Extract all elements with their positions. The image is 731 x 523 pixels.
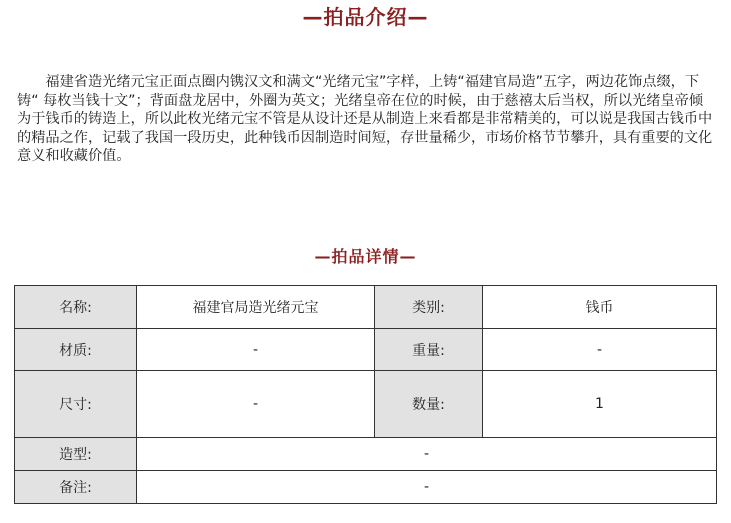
details-table	[14, 285, 717, 504]
quantity-value: 1	[483, 371, 717, 438]
material-label: 材质:	[15, 329, 137, 371]
shape-label: 造型:	[15, 438, 137, 471]
name-label: 名称:	[15, 286, 137, 329]
size-value: -	[137, 371, 375, 438]
weight-value: -	[483, 329, 717, 371]
quantity-label: 数量:	[375, 371, 483, 438]
table-row	[15, 371, 717, 438]
intro-paragraph: 福建省造光绪元宝正面点圈内镌汉文和满文“光绪元宝”字样，上铸“福建官局造”五字，两边花饰点缀，下铸“ 每枚当钱十文”；背面盘龙居中，外圈为英文；光绪皇帝在位的时候，由于慈禧太后当权，所以光绪皇帝倾为于钱币的铸造上，所以此枚光绪元宝不管是从设计还是从制造上来看都是非常精美的，可以说是我国古钱币中的精品之作，记载了我国一段历史，此种钱币因制造时间短，存世量稀少，市场价格节节攀升，具有重要的文化意义和收藏价值。	[17, 74, 713, 164]
category-label: 类别:	[375, 286, 483, 329]
table-row	[15, 471, 717, 504]
intro-section-title: —拍品介绍—	[302, 5, 429, 29]
weight-label: 重量:	[375, 329, 483, 371]
name-value: 福建官局造光绪元宝	[137, 286, 375, 329]
table-row	[15, 286, 717, 329]
table-row	[15, 329, 717, 371]
table-row	[15, 438, 717, 471]
category-value: 钱币	[483, 286, 717, 329]
size-label: 尺寸:	[15, 371, 137, 438]
shape-value: -	[137, 438, 717, 471]
remark-label: 备注:	[15, 471, 137, 504]
remark-value: -	[137, 471, 717, 504]
material-value: -	[137, 329, 375, 371]
details-section-title: —拍品详情—	[314, 247, 417, 266]
